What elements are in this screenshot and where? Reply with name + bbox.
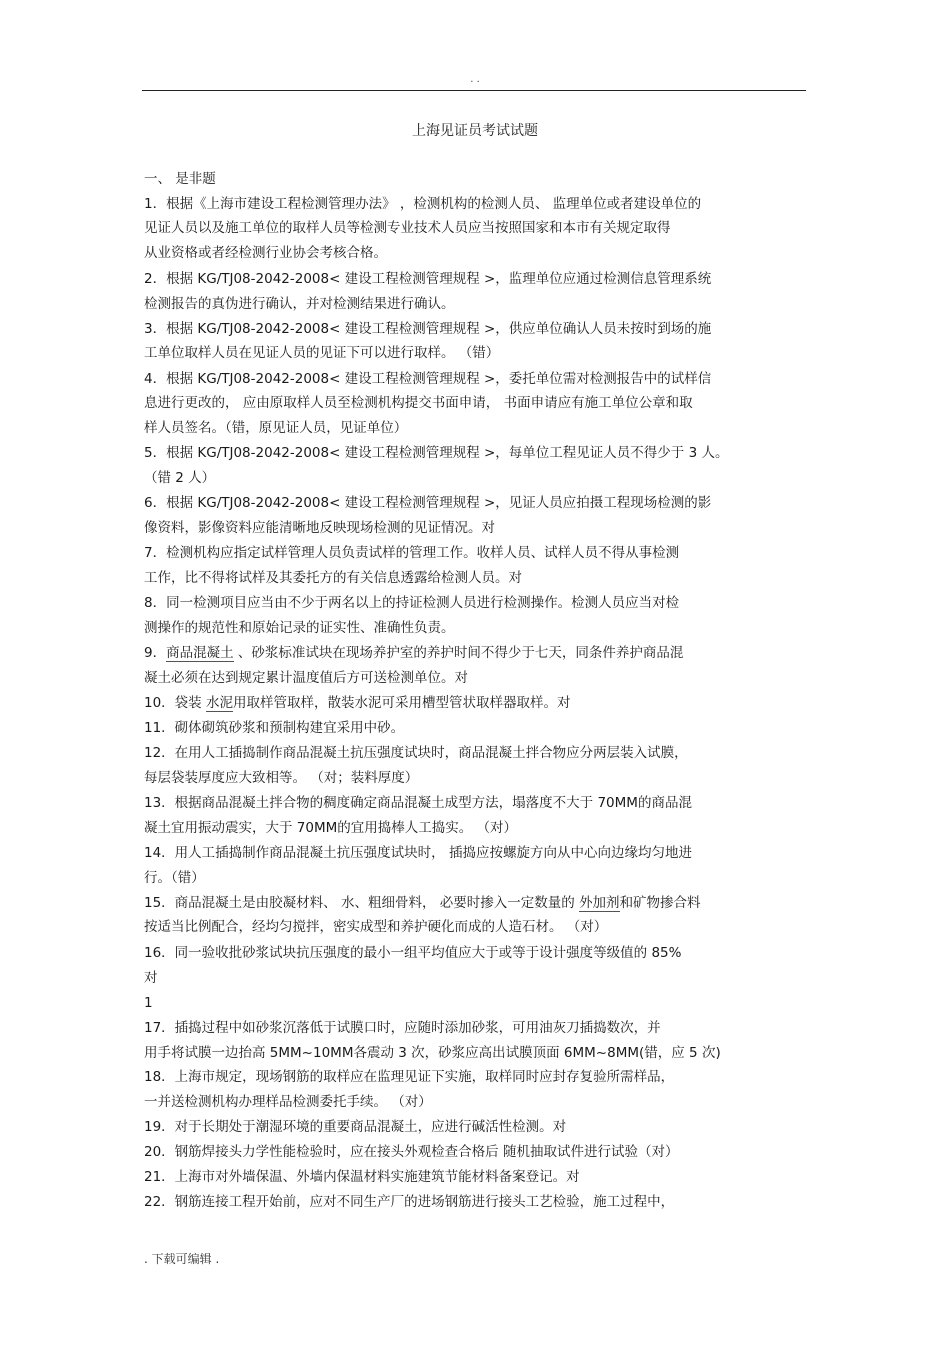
- text-line: 行。（错）: [144, 870, 205, 886]
- text-line: 6．根据 KG/TJ08-2042-2008< 建设工程检测管理规程 >，见证人员应拍摄工程现场检测的影: [144, 495, 712, 511]
- line-text: 、砂浆标准试块在现场养护室的养护时间不得少于七天，同条件养护商品混: [233, 645, 684, 661]
- text-line: 每层袋装厚度应大致相等。 （对；装料厚度）: [144, 770, 419, 786]
- text-line: 8．同一检测项目应当由不少于两名以上的持证检测人员进行检测操作。检测人员应当对检: [144, 595, 680, 611]
- text-line: 样人员签名。（错，原见证人员，见证单位）: [144, 420, 408, 436]
- text-line: 1．根据《上海市建设工程检测管理办法》 ，检测机构的检测人员、 监理单位或者建设单位的: [144, 196, 702, 212]
- text-line: 凝土宜用振动震实，大于 70MM的宜用捣棒人工捣实。 （对）: [144, 820, 518, 836]
- text-line: 按适当比例配合，经均匀搅拌，密实成型和养护硬化而成的人造石材。 （对）: [144, 919, 608, 935]
- text-line: 19．对于长期处于潮湿环境的重要商品混凝土，应进行碱活性检测。对: [144, 1119, 567, 1135]
- header-dots: . .: [470, 74, 480, 85]
- text-line: 21．上海市对外墙保温、外墙内保温材料实施建筑节能材料备案登记。对: [144, 1169, 580, 1185]
- line-text: 用取样管取样，散装水泥可采用槽型管状取样器取样。对: [232, 695, 571, 711]
- text-line: 检测报告的真伪进行确认，并对检测结果进行确认。: [144, 296, 455, 312]
- text-line: 11．砌体砌筑砂浆和预制构建宜采用中砂。: [144, 720, 405, 736]
- text-line: 17．插捣过程中如砂浆沉落低于试膜口时，应随时添加砂浆，可用油灰刀插捣数次，并: [144, 1020, 661, 1036]
- hyperlink[interactable]: 外加剂: [579, 895, 620, 911]
- text-line: 18．上海市规定，现场钢筋的取样应在监理见证下实施，取样同时应封存复验所需样品，: [144, 1069, 675, 1085]
- text-line: 1: [144, 995, 153, 1011]
- text-line: 对: [144, 970, 158, 986]
- text-line: 测操作的规范性和原始记录的证实性、准确性负责。: [144, 620, 455, 636]
- text-line: [144, 894, 701, 912]
- line-text: 10．袋装: [144, 695, 206, 711]
- line-text: 9．: [144, 645, 167, 661]
- text-line: 工单位取样人员在见证人员的见证下可以进行取样。 （错）: [144, 345, 500, 361]
- text-line: 14．用人工插捣制作商品混凝土抗压强度试块时， 插捣应按螺旋方向从中心向边缘均匀地进: [144, 845, 692, 861]
- text-line: 从业资格或者经检测行业协会考核合格。: [144, 245, 387, 261]
- text-line: 2．根据 KG/TJ08-2042-2008< 建设工程检测管理规程 >，监理单位应通过检测信息管理系统: [144, 271, 712, 287]
- header-rule: [142, 90, 806, 91]
- text-line: [144, 694, 570, 712]
- line-text: 和矿物掺合料: [619, 895, 701, 911]
- text-line: 息进行更改的， 应由原取样人员至检测机构提交书面申请， 书面申请应有施工单位公章和取: [144, 395, 693, 411]
- text-line: 20．钢筋焊接头力学性能检验时，应在接头外观检查合格后 随机抽取试件进行试验（对）: [144, 1144, 679, 1160]
- text-line: 16．同一验收批砂浆试块抗压强度的最小一组平均值应大于或等于设计强度等级值的 85%: [144, 945, 682, 961]
- text-line: （错 2 人）: [144, 470, 216, 486]
- text-line: 22．钢筋连接工程开始前，应对不同生产厂的进场钢筋进行接头工艺检验，施工过程中，: [144, 1194, 675, 1210]
- text-line: 工作，比不得将试样及其委托方的有关信息透露给检测人员。对: [144, 570, 522, 586]
- text-line: 12．在用人工插捣制作商品混凝土抗压强度试块时，商品混凝土拌合物应分两层装入试膜，: [144, 745, 688, 761]
- text-line: 3．根据 KG/TJ08-2042-2008< 建设工程检测管理规程 >，供应单位确认人员未按时到场的施: [144, 321, 712, 337]
- text-line: [144, 644, 683, 662]
- text-line: 4．根据 KG/TJ08-2042-2008< 建设工程检测管理规程 >，委托单位需对检测报告中的试样信: [144, 371, 712, 387]
- text-line: 凝土必须在达到规定累计温度值后方可送检测单位。对: [144, 670, 468, 686]
- hyperlink[interactable]: 水泥: [205, 695, 233, 711]
- line-text: 15．商品混凝土是由胶凝材料、 水、粗细骨料， 必要时掺入一定数量的: [144, 895, 580, 911]
- page-title: 上海见证员考试试题: [412, 123, 538, 139]
- text-line: 用手将试膜一边抬高 5MM~10MM各震动 3 次，砂浆应高出试膜顶面 6MM~8MM(错，应 5 次): [144, 1045, 721, 1061]
- text-line: 一并送检测机构办理样品检测委托手续。 （对）: [144, 1094, 432, 1110]
- page-footer: . 下载可编辑 .: [144, 1252, 220, 1266]
- text-line: 5．根据 KG/TJ08-2042-2008< 建设工程检测管理规程 >，每单位工程见证人员不得少于 3 人。: [144, 445, 729, 461]
- hyperlink[interactable]: 商品混凝土: [166, 645, 234, 661]
- text-line: 7．检测机构应指定试样管理人员负责试样的管理工作。收样人员、试样人员不得从事检测: [144, 545, 680, 561]
- text-line: 像资料，影像资料应能清晰地反映现场检测的见证情况。对: [144, 520, 495, 536]
- text-line: 13．根据商品混凝土拌合物的稠度确定商品混凝土成型方法，塌落度不大于 70MM的商品混: [144, 795, 692, 811]
- section-heading: 一、 是非题: [144, 171, 216, 187]
- text-line: 见证人员以及施工单位的取样人员等检测专业技术人员应当按照国家和本市有关规定取得: [144, 220, 671, 236]
